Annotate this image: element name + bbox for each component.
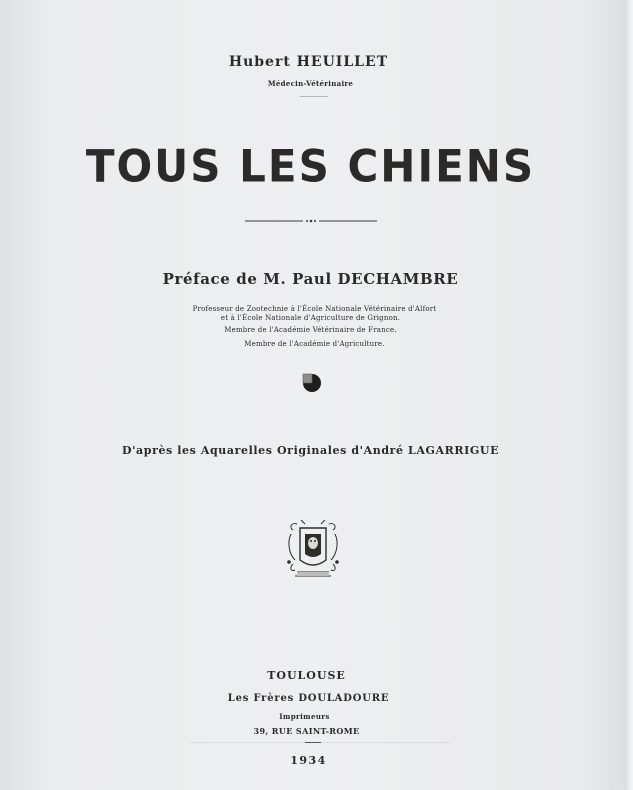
preface-credential: Professeur de Zootechnie à l'École Nationale Vétérinaire d'Alfort <box>192 305 437 313</box>
page-edge <box>627 0 633 790</box>
imprint-year: 1934 <box>290 754 327 767</box>
book-title: TOUS LES CHIENS <box>85 140 536 193</box>
imprint-address: 39, RUE SAINT-ROME <box>253 726 360 736</box>
publisher-emblem-icon <box>283 514 343 586</box>
year-divider <box>305 742 321 743</box>
top-divider <box>300 96 328 97</box>
preface-credential: Membre de l'Académie d'Agriculture. <box>244 340 385 348</box>
printer-ornament-icon <box>302 373 322 393</box>
ornamental-separator <box>245 219 377 223</box>
preface-credential: et à l'École Nationale d'Agriculture de Grignon. <box>220 314 401 322</box>
imprint-city: TOULOUSE <box>267 669 346 682</box>
imprint-role: Imprimeurs <box>279 712 330 721</box>
author-profession: Médecin-Vétérinaire <box>267 79 354 88</box>
author-name: Hubert HEUILLET <box>228 54 389 70</box>
preface-heading: Préface de M. Paul DECHAMBRE <box>162 270 459 288</box>
preface-credential: Membre de l'Académie Vétérinaire de France. <box>224 326 397 334</box>
illustrations-credit: D'après les Aquarelles Originales d'André LAGARRIGUE <box>121 444 500 457</box>
imprint-publisher: Les Frères DOULADOURE <box>227 693 390 704</box>
